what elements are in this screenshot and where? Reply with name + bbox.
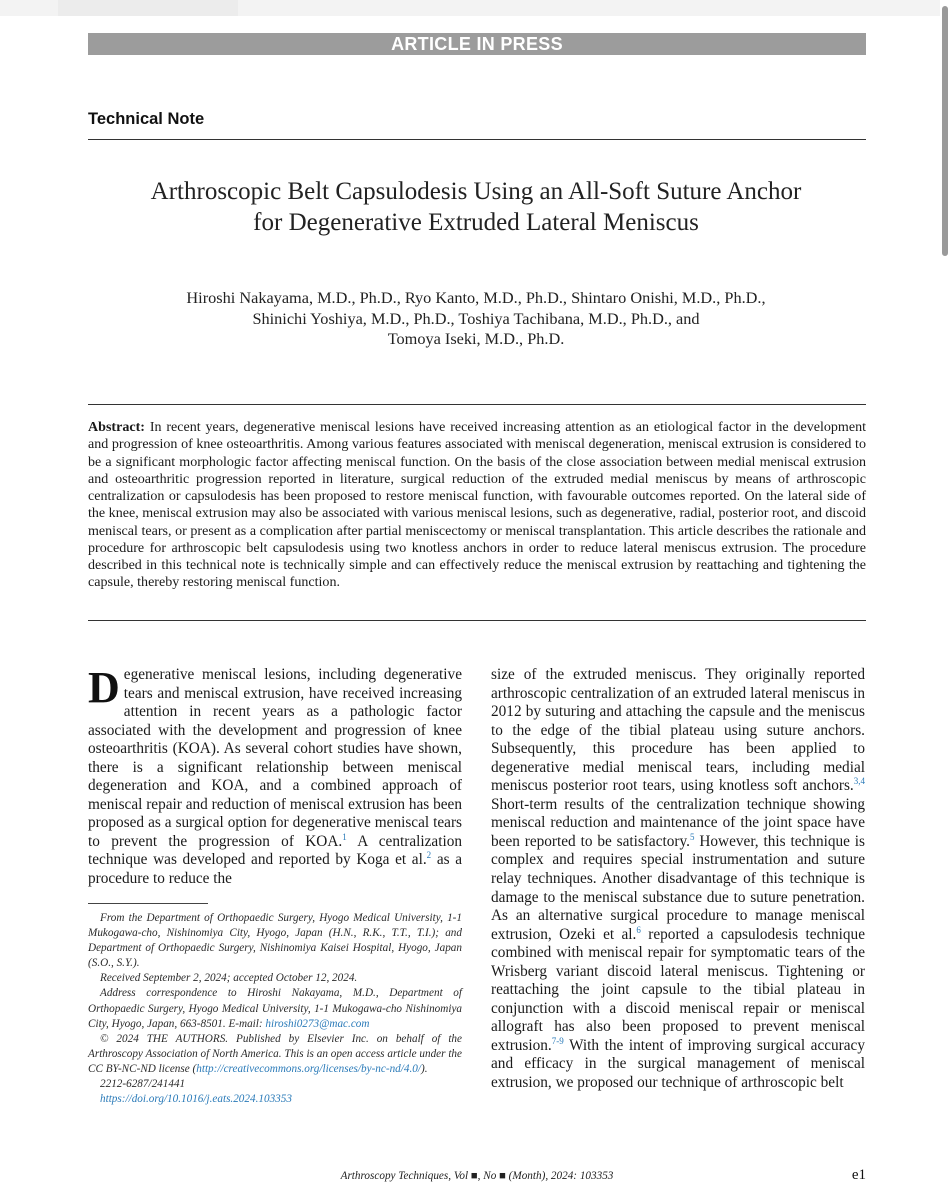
- abstract-top-rule: [88, 404, 866, 405]
- footnote-rule: [88, 903, 208, 904]
- abstract-label: Abstract:: [88, 419, 145, 435]
- scrollbar-thumb[interactable]: [942, 6, 948, 256]
- body-right-column: [491, 666, 865, 1093]
- body-text: Short-term results of the centralization technique showing meniscal reduction and maintenance of the joint space have been reported to be satisfactory.: [491, 795, 865, 850]
- abstract-bottom-rule: [88, 620, 866, 621]
- page-number: e1: [851, 1167, 866, 1183]
- body-text: as a procedure to reduce the: [88, 851, 462, 888]
- browser-top-strip: [0, 0, 940, 16]
- correspondence-text: Address correspondence to Hiroshi Nakayama, M.D., Department of Orthopaedic Surgery, Hyogo Medical University, 1-1 Mukogawa-cho Nishinomiya City, Hyogo, Japan, 663-8501. E-mail:: [88, 987, 462, 1030]
- issn-note: 2212-6287/241441: [100, 1078, 186, 1091]
- doi-link[interactable]: https://doi.org/10.1016/j.eats.2024.103353: [100, 1093, 292, 1106]
- abstract: [88, 419, 866, 592]
- copyright-text: © 2024 THE AUTHORS. Published by Elsevier Inc. on behalf of the Arthroscopy Association of North America. This is an open access article under the CC BY-NC-ND license (: [88, 1032, 462, 1075]
- citation-link[interactable]: 6: [636, 924, 641, 935]
- section-rule: [88, 139, 866, 140]
- body-left-column: [88, 663, 462, 889]
- scrollbar[interactable]: [940, 0, 948, 1200]
- citation-link[interactable]: 1: [342, 831, 347, 842]
- article-in-press-banner: ARTICLE IN PRESS: [88, 33, 866, 55]
- footnotes: [88, 911, 462, 1107]
- citation-link[interactable]: 5: [689, 831, 695, 842]
- top-strip-block: [58, 0, 238, 16]
- dates-note: Received September 2, 2024; accepted October 12, 2024.: [100, 972, 358, 985]
- section-label: Technical Note: [88, 110, 205, 128]
- body-text: size of the extruded meniscus. They originally reported arthroscopic centralization of an extruded lateral meniscus in 2012 by suturing and attaching the capsule and the meniscus to the edge of the tibial plateau using suture anchors. Subsequently, this procedure has been applied to degenerative medial meniscal tears, including medial meniscus posterior root tears, using knotless soft anchors.: [491, 666, 865, 795]
- affiliation-note: From the Department of Orthopaedic Surgery, Hyogo Medical University, 1-1 Mukogawa-cho, Nishinomiya City, Hyogo, Japan (H.N., R.K., T.T., T.I.); and Department of Orthopaedic Surgery, Nishinomiya Kaisei Hospital, Hyogo, Japan (S.O., S.Y.).: [88, 912, 462, 970]
- citation-link[interactable]: 3,4: [853, 776, 865, 787]
- body-text: reported a capsulodesis technique combined with meniscal repair for symptomatic tears of the Wrisberg variant discoid lateral meniscus. Tightening or reattaching the joint capsule to the tibial plateau in conjunction with a discoid meniscal repair or meniscal allograft has also been proposed to prevent meniscal extrusion.: [491, 925, 865, 1054]
- body-text: However, this technique is complex and requires special instrumentation and suture relay techniques. Another disadvantage of this technique is damage to the meniscal substance due to suture penetration. As an alternative surgical procedure to manage meniscal extrusion, Ozeki et al.: [491, 832, 865, 943]
- page-footer: [88, 1167, 866, 1187]
- citation-link[interactable]: 7-9: [551, 1035, 564, 1046]
- journal-citation: Arthroscopy Techniques, Vol ■, No ■ (Month), 2024: 103353: [340, 1170, 614, 1182]
- email-link[interactable]: hiroshi0273@mac.com: [265, 1017, 370, 1030]
- drop-cap: D: [88, 663, 120, 712]
- author-line: Hiroshi Nakayama, M.D., Ph.D., Ryo Kanto, M.D., Ph.D., Shintaro Onishi, M.D., Ph.D.,: [186, 288, 766, 307]
- citation-link[interactable]: 2: [426, 850, 432, 861]
- license-link[interactable]: http://creativecommons.org/licenses/by-nc-nd/4.0/: [196, 1062, 421, 1075]
- body-text: egenerative meniscal lesions, including degenerative tears and meniscal extrusion, have received increasing attention in recent years as a pathologic factor associated with the development and progression of knee osteoarthritis (KOA). As several cohort studies have shown, there is a significant relationship between meniscal degeneration and KOA, and a combined approach of meniscal repair and reduction of meniscal extrusion has been proposed as a surgical option for degenerative meniscal tears to prevent the progression of KOA.: [88, 666, 462, 850]
- author-line: Tomoya Iseki, M.D., Ph.D.: [387, 329, 565, 348]
- article-title: Arthroscopic Belt Capsulodesis Using an All-Soft Suture Anchor for Degenerative Extruded Lateral Meniscus: [150, 178, 802, 236]
- copyright-end: ).: [420, 1062, 428, 1075]
- doi-note: [88, 1092, 462, 1107]
- author-line: Shinichi Yoshiya, M.D., Ph.D., Toshiya Tachibana, M.D., Ph.D., and: [252, 308, 700, 328]
- body-text: A centralization technique was developed and reported by Koga et al.: [88, 832, 462, 869]
- copyright-note: [88, 1032, 462, 1077]
- author-list: [110, 288, 842, 350]
- abstract-text: In recent years, degenerative meniscal lesions have received increasing attention as an etiological factor in the development and progression of knee osteoarthritis. Among various features associated with meniscal degeneration, meniscal extrusion is considered to be a significant morphologic factor affecting meniscal function. On the basis of the close association between medial meniscal extrusion and osteoarthritic progression reported in literature, surgical reduction of the extruded medial meniscus by means of arthroscopic centralization or capsulodesis has been proposed to restore meniscal function, with favourable outcomes reported. On the lateral side of the knee, meniscal extrusion may also be associated with various meniscal lesions, such as degenerative, radial, posterior root, and discoid meniscal tears, or present as a complication after partial meniscectomy or meniscal transplantation. This article describes the rationale and procedure for arthroscopic belt capsulodesis using two knotless anchors in order to reduce lateral meniscus extrusion. The procedure described in this technical note is technically simple and can effectively reduce the meniscal extrusion by reattaching and tightening the capsule, thereby restoring meniscal function.: [88, 419, 866, 591]
- correspondence-note: [88, 986, 462, 1031]
- body-text: With the intent of improving surgical accuracy and efficacy in the surgical management of meniscal extrusion, we proposed our technique of arthroscopic belt: [491, 1036, 865, 1092]
